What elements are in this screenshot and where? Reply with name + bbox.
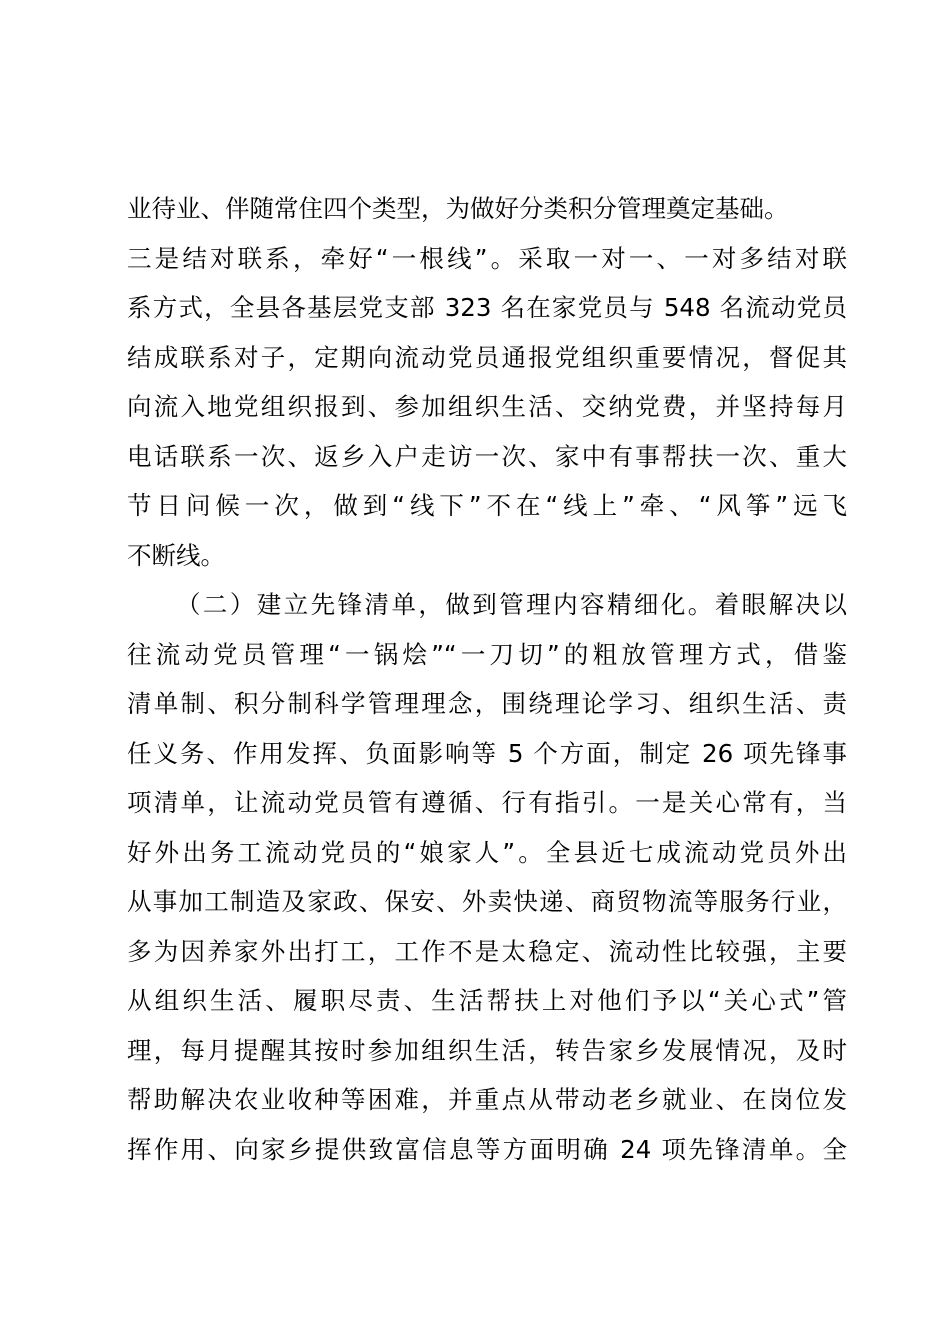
text-line-14: 好外出务工流动党员的“娘家人”。全县近七成流动党员外出 — [127, 837, 847, 867]
text-line-6: 电话联系一次、返乡入户走访一次、家中有事帮扶一次、重大 — [127, 441, 847, 471]
text-line-3: 系方式，全县各基层党支部 323 名在家党员与 548 名流动党员 — [127, 293, 847, 322]
text-line-7: 节日问候一次，做到“线下”不在“线上”牵、“风筝”远飞 — [127, 491, 847, 520]
text-line-8: 不断线。 — [127, 540, 225, 570]
text-line-1: 业待业、伴随常住四个类型，为做好分类积分管理奠定基础。 — [127, 194, 789, 223]
text-line-20: 挥作用、向家乡提供致富信息等方面明确 24 项先锋清单。全 — [127, 1134, 847, 1164]
text-line-11: 清单制、积分制科学管理理念，围绕理论学习、组织生活、责 — [127, 689, 847, 718]
text-line-12: 任义务、作用发挥、负面影响等 5 个方面，制定 26 项先锋事 — [127, 738, 847, 768]
text-line-4: 结成联系对子，定期向流动党员通报党组织重要情况，督促其 — [127, 342, 847, 372]
section-heading-line: （二）建立先锋清单，做到管理内容精细化。着眼解决以 — [176, 590, 847, 619]
text-line-5: 向流入地党组织报到、参加组织生活、交纳党费，并坚持每月 — [127, 392, 847, 421]
text-line-15: 从事加工制造及家政、保安、外卖快递、商贸物流等服务行业， — [127, 887, 847, 916]
text-line-16: 多为因养家外出打工，工作不是太稳定、流动性比较强，主要 — [127, 936, 847, 966]
text-line-18: 理，每月提醒其按时参加组织生活，转告家乡发展情况，及时 — [127, 1035, 847, 1065]
text-line-19: 帮助解决农业收种等困难，并重点从带动老乡就业、在岗位发 — [127, 1085, 847, 1114]
body-text — [127, 184, 847, 1174]
text-line-13: 项清单，让流动党员管有遵循、行有指引。一是关心常有，当 — [127, 788, 847, 817]
text-line-10: 往流动党员管理“一锅烩”“一刀切”的粗放管理方式，借鉴 — [127, 639, 847, 669]
text-line-17: 从组织生活、履职尽责、生活帮扶上对他们予以“关心式”管 — [127, 986, 847, 1015]
text-line-2: 三是结对联系，牵好“一根线”。采取一对一、一对多结对联 — [127, 243, 847, 273]
